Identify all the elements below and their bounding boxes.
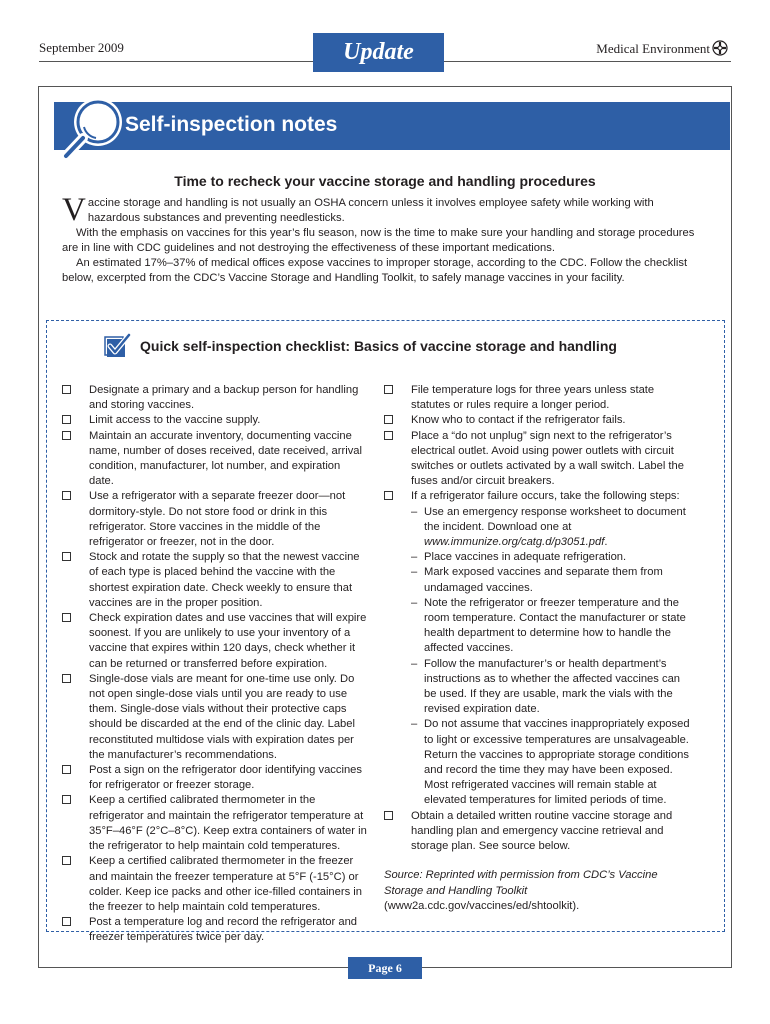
list-item: Post a sign on the refrigerator door identifying vaccines for refrigerator or freezer storage. [62,763,367,793]
checkbox-icon [62,552,71,561]
checkmark-box-icon [103,333,131,361]
list-item: Post a temperature log and record the refrigerator and freezer temperatures twice per day. [62,915,367,945]
list-item: Stock and rotate the supply so that the newest vaccine of each type is placed behind the vaccine with the shortest expiration date. Check weekly to ensure that vaccines are in the proper position. [62,550,367,611]
checkbox-icon [62,917,71,926]
magnifier-icon [54,96,124,162]
publication-badge: Update [313,33,444,72]
intro-paragraph-1 [62,192,702,228]
list-item: Check expiration dates and use vaccines that will expire soonest. If you are unlikely to use your inventory of a vaccine that expires within 120 days, check whether it can be returned or transferred before expiration. [62,611,367,672]
checkbox-icon [384,491,393,500]
list-item: Keep a certified calibrated thermometer in the refrigerator and maintain the refrigerator temperature at 35°F–46°F (2°C–8°C). Keep extra containers of water in the refrigerator to help maintain cold temperatures. [62,793,367,854]
checkbox-icon [62,431,71,440]
intro-text [62,192,702,286]
sub-step: – Mark exposed vaccines and separate them from undamaged vaccines. [411,566,663,594]
checkbox-icon [384,431,393,440]
sub-step: – Use an emergency response worksheet to document the incident. Download one at www.immunize.org/catg.d/p3051.pdf. [411,505,686,549]
checklist-left-column [62,383,367,946]
checkbox-icon [62,674,71,683]
list-item: If a refrigerator failure occurs, take the following steps: [384,489,694,504]
list-item: Use a refrigerator with a separate freezer door—not dormitory-style. Do not store food or drink in this refrigerator. Store vaccines in the middle of the refrigerator or freezer, not in the door. [62,489,367,550]
checkbox-icon [62,385,71,394]
checkbox-icon [62,856,71,865]
checkbox-icon [62,613,71,622]
sub-step: – Note the refrigerator or freezer temperature and the room temperature. Contact the manufacturer or state health department to determine how to handle the affected vaccines. [411,596,686,655]
intro-paragraph-2: With the emphasis on vaccines for this year’s flu season, now is the time to make sure your handling and storage procedures are in line with CDC guidelines and not destroying the effectiveness of these important medications. [62,227,695,254]
list-item: Keep a certified calibrated thermometer in the freezer and maintain the freezer temperature at 5°F (-15°C) or colder. Keep ice packs and other ice-filled containers in the freezer to help maintain cold temperatures. [62,854,367,915]
checkbox-icon [384,415,393,424]
source-note: Source: Reprinted with permission from CDC’s Vaccine Storage and Handling Toolkit (www2a.cdc.gov/vaccines/ed/shtoolkit). [384,869,658,912]
caduceus-cross-icon [712,40,728,56]
page-number: Page 6 [348,957,422,979]
list-item: Obtain a detailed written routine vaccine storage and handling plan and emergency vaccine retrieval and storage plan. See source below. [384,809,694,855]
worksheet-link[interactable]: www.immunize.org/catg.d/p3051.pdf [424,536,605,549]
article-title: Time to recheck your vaccine storage and handling procedures [174,173,596,189]
checkbox-icon [384,811,393,820]
sub-step: – Do not assume that vaccines inappropriately exposed to light or excessive temperatures are unsalvageable. Return the vaccines to appropriate storage conditions and record the time they may have been exposed. Most refrigerated vaccines will remain stable at elevated temperatures for limited periods of time. [411,718,690,807]
checkbox-icon [62,491,71,500]
sub-step: – Follow the manufacturer’s or health department’s instructions as to whether the affected vaccines can be used. If they are usable, mark the vials with the revised expiration date. [411,657,681,716]
list-item: Know who to contact if the refrigerator fails. [384,413,694,428]
intro-paragraph-3: An estimated 17%–37% of medical offices expose vaccines to improper storage, according to the CDC. Follow the checklist below, excerpted from the CDC’s Vaccine Storage and Handling Toolkit, to safely manage vaccines in your facility. [62,257,688,284]
dropcap: V [62,192,86,228]
header-date: September 2009 [39,40,124,55]
checkbox-icon [62,795,71,804]
list-item: Limit access to the vaccine supply. [62,413,367,428]
list-item: Single-dose vials are meant for one-time use only. Do not open single-dose vials until you are ready to use them. Single-dose vials without their protective caps should be discarded at the end of the clinic day. Label reconstituted multidose vials with expiration dates per the manufacturer’s recommendations. [62,672,367,763]
checkbox-icon [384,385,393,394]
list-item: File temperature logs for three years unless state statutes or rules require a longer period. [384,383,694,413]
header-section: Medical Environment [596,41,710,56]
checklist-right-column [384,383,694,914]
checkbox-icon [62,415,71,424]
sub-step: – Place vaccines in adequate refrigeration. [411,551,627,564]
intro-paragraph-1-text: accine storage and handling is not usually an OSHA concern unless it involves employee safety while working with hazardous substances and preventing needlesticks. [87,197,654,224]
banner-title: Self-inspection notes [125,113,338,136]
list-item: Maintain an accurate inventory, documenting vaccine name, number of doses received, date received, arrival condition, manufacturer, lot number, and expiration date. [62,429,367,490]
list-item: Designate a primary and a backup person for handling and storing vaccines. [62,383,367,413]
checklist-title: Quick self-inspection checklist: Basics of vaccine storage and handling [140,338,617,354]
checkbox-icon [62,765,71,774]
list-item: Place a “do not unplug” sign next to the refrigerator’s electrical outlet. Avoid using power outlets with circuit switches or outlets activated by a wall switch. Label the fuses and/or circuit breakers. [384,429,694,490]
